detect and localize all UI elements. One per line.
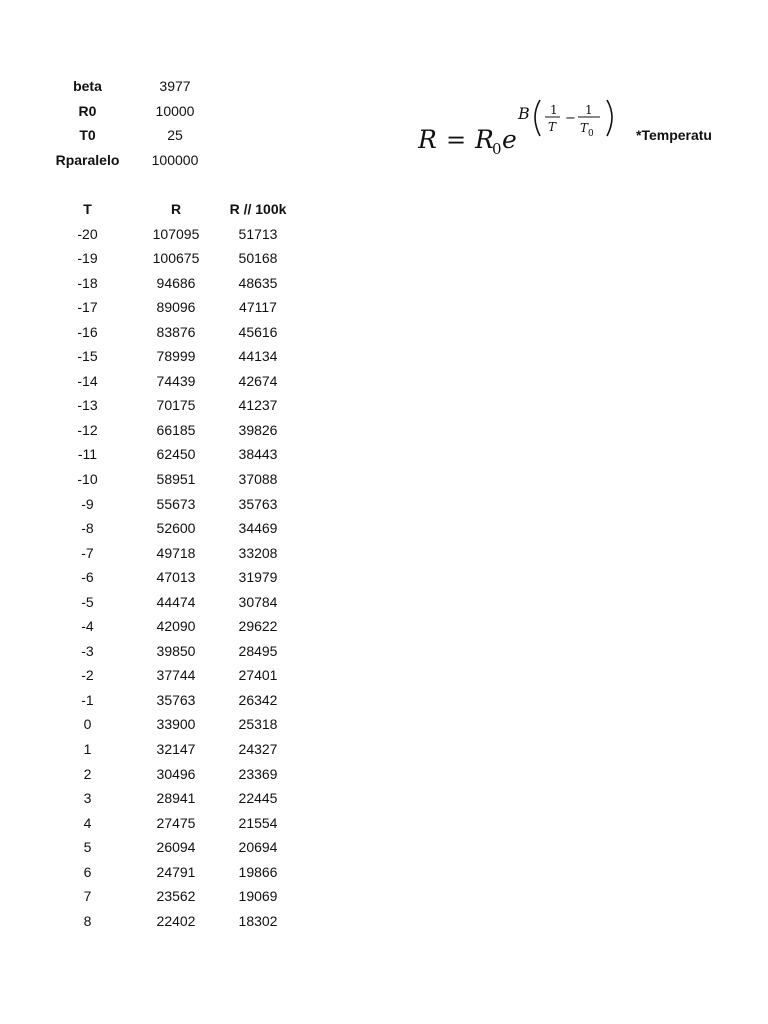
table-row [40,614,320,639]
table-row [40,909,320,934]
cell-parallel-resistance: 42674 [238,372,278,389]
cell-parallel-resistance: 28495 [238,642,278,659]
cell-parallel-resistance: 44134 [238,348,278,365]
cell-resistance: 52600 [156,520,196,537]
param-value: 3977 [159,78,191,94]
formula-r0-base: R [475,125,494,154]
cell-resistance: 37744 [156,667,196,684]
cell-parallel-resistance: 37088 [238,471,278,488]
resistance-table [40,197,320,933]
cell-temperature: -4 [81,618,94,635]
formula-right-paren [607,100,612,136]
formula-equals: = [446,126,467,154]
cell-resistance: 55673 [156,495,196,512]
cell-parallel-resistance: 35763 [238,495,278,512]
table-row [40,737,320,762]
formula-svg [418,92,628,154]
table-row [40,393,320,418]
header-r-parallel: R // 100k [229,201,287,217]
param-label: T0 [79,127,96,143]
formula-t: T [548,120,557,134]
cell-temperature: -13 [77,397,98,414]
cell-temperature: -14 [77,372,98,389]
cell-resistance: 22402 [156,912,196,929]
temperature-note: *Temperatu [636,127,712,143]
cell-temperature: -8 [81,520,94,537]
table-row [40,786,320,811]
table-row [40,762,320,787]
cell-parallel-resistance: 22445 [238,790,278,807]
cell-temperature: -20 [77,225,98,242]
cell-parallel-resistance: 38443 [238,446,278,463]
cell-temperature: 2 [83,765,92,782]
cell-temperature: 5 [83,839,92,856]
cell-resistance: 107095 [152,225,200,242]
formula-t0-sub: 0 [588,129,594,139]
cell-parallel-resistance: 34469 [238,520,278,537]
header-r: R [170,201,182,217]
param-row-t0 [40,123,280,148]
cell-parallel-resistance: 47117 [239,299,277,316]
cell-parallel-resistance: 20694 [238,839,278,856]
table-row [40,271,320,296]
table-row [40,418,320,443]
cell-parallel-resistance: 23369 [238,765,278,782]
cell-resistance: 32147 [156,741,196,758]
table-row [40,541,320,566]
cell-parallel-resistance: 31979 [238,569,278,586]
param-label: R0 [78,102,97,119]
table-row [40,860,320,885]
cell-parallel-resistance: 19866 [238,863,278,880]
cell-temperature: -1 [81,691,94,708]
cell-temperature: 7 [83,888,92,905]
formula-b: B [518,104,530,123]
cell-temperature: -3 [81,642,94,659]
table-row [40,663,320,688]
table-row [40,516,320,541]
cell-resistance: 94686 [156,274,196,291]
cell-resistance: 66185 [156,421,196,438]
cell-parallel-resistance: 33208 [238,544,278,561]
cell-parallel-resistance: 24327 [238,741,278,758]
table-row [40,222,320,247]
cell-resistance: 23562 [156,888,196,905]
formula-r0-sub: 0 [492,140,502,154]
cell-resistance: 100675 [152,250,200,267]
cell-resistance: 74439 [156,372,196,389]
cell-resistance: 62450 [156,446,196,463]
cell-parallel-resistance: 26342 [238,691,278,708]
table-row [40,884,320,909]
cell-resistance: 83876 [156,323,196,340]
cell-temperature: 8 [83,912,92,929]
formula-t0-base: T [580,121,589,135]
table-row [40,492,320,517]
cell-temperature: 3 [83,790,92,807]
cell-parallel-resistance: 18302 [238,912,278,929]
cell-parallel-resistance: 41237 [238,397,278,414]
cell-resistance: 27475 [156,814,196,831]
cell-temperature: 6 [83,863,92,880]
cell-resistance: 33900 [156,716,196,733]
table-row [40,590,320,615]
cell-temperature: -19 [77,250,98,267]
cell-temperature: -5 [81,593,94,610]
cell-resistance: 70175 [156,397,196,414]
cell-parallel-resistance: 19069 [238,888,278,905]
formula-one-a: 1 [550,103,558,117]
table-row [40,442,320,467]
cell-resistance: 49718 [156,544,196,561]
formula-minus: − [565,111,576,126]
cell-temperature: -11 [77,446,98,463]
table-row [40,320,320,345]
cell-temperature: -9 [81,495,94,512]
cell-temperature: -10 [77,471,98,488]
cell-temperature: -16 [77,323,98,340]
table-row [40,565,320,590]
header-t: T [83,201,92,217]
cell-resistance: 89096 [156,299,196,316]
formula-e: e [502,125,517,154]
cell-resistance: 42090 [156,618,196,635]
param-label: Rparalelo [55,151,120,168]
param-row-rparalelo [40,148,280,173]
formula-lhs: R [418,125,437,154]
cell-resistance: 44474 [156,593,196,610]
cell-temperature: 0 [83,716,92,733]
param-value: 100000 [151,151,199,168]
cell-parallel-resistance: 51713 [238,225,278,242]
cell-parallel-resistance: 30784 [238,593,278,610]
formula-one-b: 1 [585,103,593,117]
cell-parallel-resistance: 27401 [238,667,278,684]
table-row [40,712,320,737]
cell-resistance: 26094 [156,839,196,856]
cell-temperature: -2 [81,667,94,684]
cell-temperature: 1 [83,741,92,758]
table-row [40,467,320,492]
cell-resistance: 35763 [156,691,196,708]
parameters-block [40,74,280,172]
table-row [40,688,320,713]
cell-resistance: 47013 [156,569,196,586]
cell-resistance: 24791 [156,863,196,880]
cell-temperature: -6 [81,569,94,586]
table-row [40,639,320,664]
param-row-r0 [40,99,280,124]
cell-parallel-resistance: 21554 [238,814,278,831]
param-value: 25 [167,127,183,143]
cell-resistance: 30496 [156,765,196,782]
cell-resistance: 39850 [156,642,196,659]
cell-temperature: -15 [77,348,98,365]
cell-temperature: -12 [77,421,98,438]
table-header-row [40,197,320,222]
cell-resistance: 78999 [156,348,196,365]
table-row [40,295,320,320]
param-row-beta [40,74,280,99]
cell-temperature: -17 [77,299,98,316]
table-row [40,835,320,860]
param-value: 10000 [155,102,195,119]
cell-parallel-resistance: 45616 [238,323,278,340]
cell-parallel-resistance: 50168 [238,250,278,267]
cell-resistance: 28941 [156,790,196,807]
cell-parallel-resistance: 25318 [238,716,278,733]
cell-parallel-resistance: 29622 [238,618,278,635]
table-row [40,344,320,369]
cell-temperature: -18 [77,274,98,291]
param-label: beta [73,78,102,94]
cell-parallel-resistance: 39826 [238,421,278,438]
cell-parallel-resistance: 48635 [238,274,278,291]
table-row [40,369,320,394]
formula-left-paren [535,100,540,136]
cell-temperature: 4 [83,814,92,831]
cell-temperature: -7 [81,544,94,561]
table-row [40,811,320,836]
cell-resistance: 58951 [156,471,196,488]
table-row [40,246,320,271]
thermistor-formula [418,92,628,154]
